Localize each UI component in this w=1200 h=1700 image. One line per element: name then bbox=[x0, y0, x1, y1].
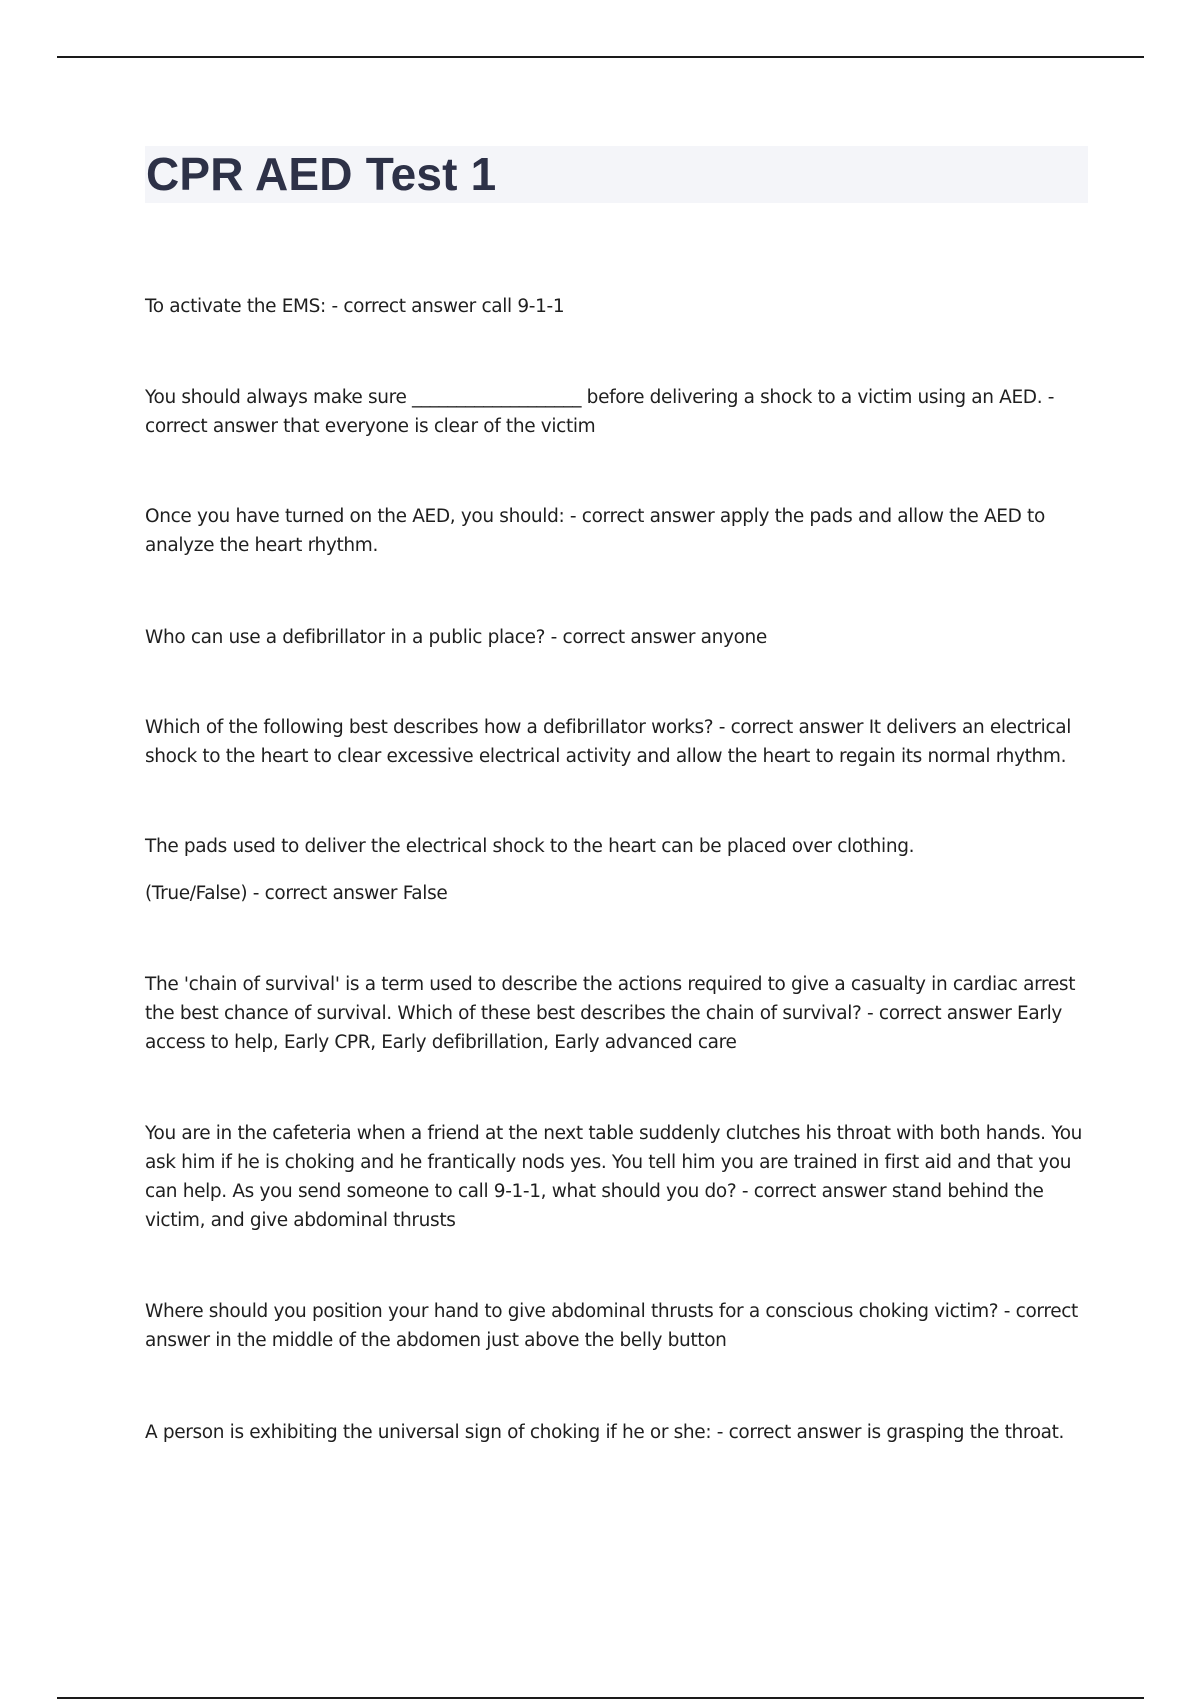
qa-item-3 bbox=[145, 502, 1090, 560]
answer-marker: - correct answer bbox=[711, 1422, 867, 1443]
answer-text: apply the pads and allow the AED to analyze the heart rhythm. bbox=[145, 506, 1045, 556]
question-text: Who can use a defibrillator in a public place? bbox=[145, 627, 546, 648]
question-line-2 bbox=[145, 879, 1090, 908]
qa-item-2 bbox=[145, 383, 1090, 441]
question-text: You should always make sure ___________________ before delivering a shock to a victim using an AED. bbox=[145, 387, 1043, 408]
question-text: Where should you position your hand to give abdominal thrusts for a conscious choking victim? bbox=[145, 1301, 999, 1322]
answer-marker: - correct answer bbox=[145, 1301, 1078, 1351]
question-text: Which of the following best describes how a defibrillator works? bbox=[145, 717, 714, 738]
answer-marker: - correct answer bbox=[861, 1003, 1018, 1024]
top-rule bbox=[57, 56, 1144, 58]
qa-item-6 bbox=[145, 832, 1090, 908]
answer-text: anyone bbox=[700, 627, 767, 648]
question-text: A person is exhibiting the universal sign of choking if he or she: bbox=[145, 1422, 712, 1443]
answer-text: False bbox=[402, 883, 448, 904]
answer-text: It delivers an electrical shock to the heart to clear excessive electrical activity and allow the heart to regain its normal rhythm. bbox=[145, 717, 1072, 767]
answer-marker: - correct answer bbox=[736, 1181, 892, 1202]
answer-marker: - correct answer bbox=[713, 717, 869, 738]
question-text: Once you have turned on the AED, you should: bbox=[145, 506, 565, 527]
answer-text: call 9-1-1 bbox=[481, 296, 565, 317]
qa-item-5 bbox=[145, 713, 1090, 771]
answer-text: is grasping the throat. bbox=[866, 1422, 1065, 1443]
question-text: The pads used to deliver the electrical shock to the heart can be placed over clothing. bbox=[145, 836, 915, 857]
question-text-cont: (True/False) bbox=[145, 883, 248, 904]
qa-item-9 bbox=[145, 1297, 1090, 1355]
answer-text: stand behind the victim, and give abdominal thrusts bbox=[145, 1181, 1044, 1231]
answer-text: Early access to help, Early CPR, Early defibrillation, Early advanced care bbox=[145, 1003, 1062, 1053]
answer-marker: - correct answer bbox=[564, 506, 720, 527]
title-banner bbox=[145, 146, 1088, 203]
qa-item-10 bbox=[145, 1418, 1090, 1447]
page-title: CPR AED Test 1 bbox=[146, 148, 497, 200]
answer-marker: - correct answer bbox=[247, 883, 403, 904]
qa-item-7 bbox=[145, 970, 1090, 1057]
qa-item-1 bbox=[145, 292, 1090, 321]
qa-item-4 bbox=[145, 623, 1090, 652]
question-text: The 'chain of survival' is a term used to describe the actions required to give a casualty in cardiac arrest the best chance of survival. Which of these best describes the chain of survival? bbox=[145, 974, 1076, 1024]
answer-marker: - correct answer bbox=[325, 296, 482, 317]
answer-marker: - correct answer bbox=[145, 387, 1055, 437]
bottom-rule bbox=[57, 1697, 1144, 1699]
question-text: To activate the EMS: bbox=[145, 296, 326, 317]
qa-item-8 bbox=[145, 1119, 1090, 1235]
answer-marker: - correct answer bbox=[545, 627, 701, 648]
answer-text: that everyone is clear of the victim bbox=[283, 416, 596, 437]
answer-text: in the middle of the abdomen just above the belly button bbox=[215, 1330, 727, 1351]
question-text: You are in the cafeteria when a friend at the next table suddenly clutches his throat with both hands. You ask him if he is choking and he frantically nods yes. You tell him you are trained in first aid and that you can help. As you send someone to call 9-1-1, what should you do? bbox=[145, 1123, 1083, 1202]
